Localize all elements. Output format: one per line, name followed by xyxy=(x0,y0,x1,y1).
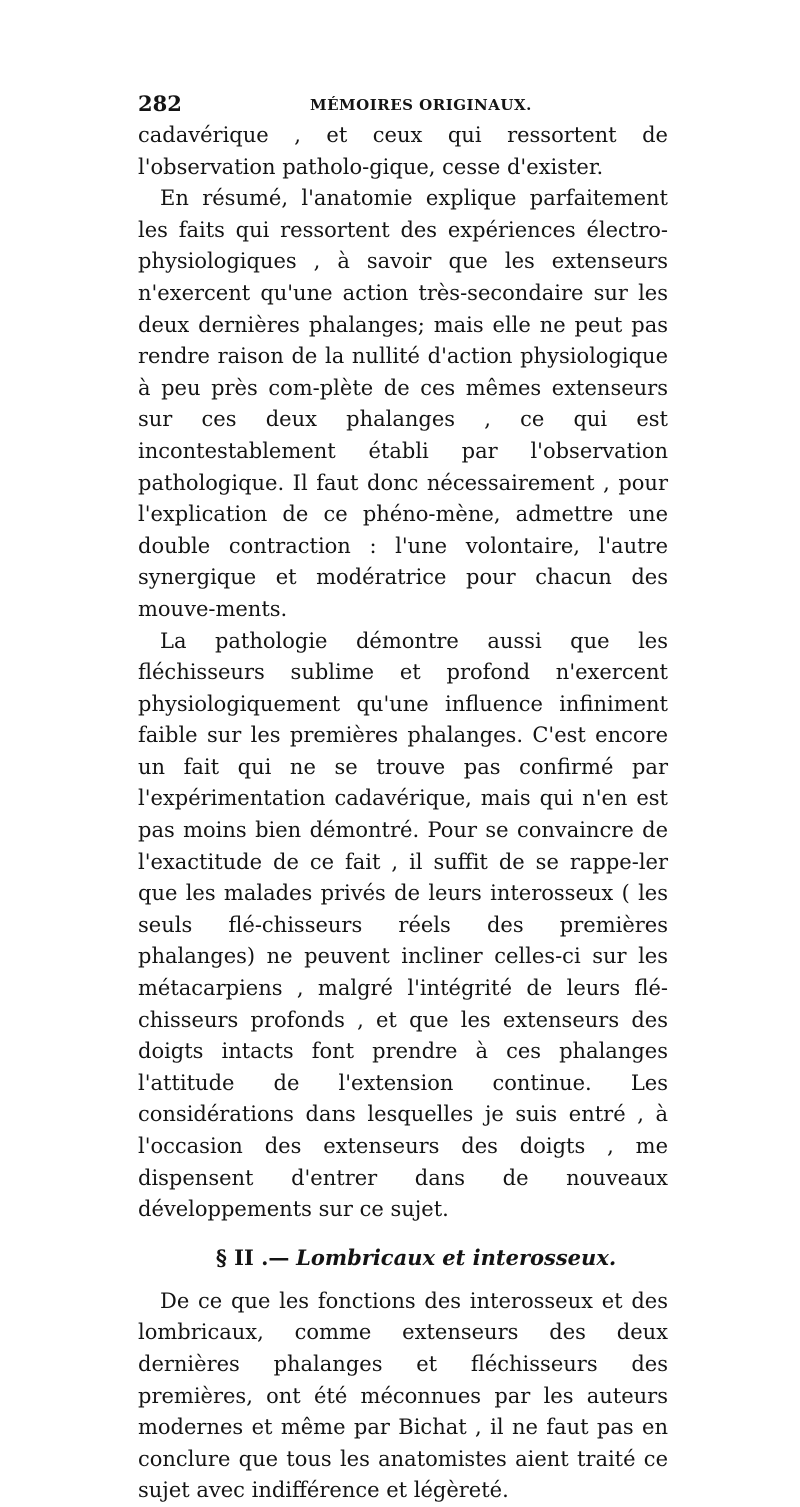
body-text xyxy=(138,120,668,1226)
book-page xyxy=(138,88,668,1507)
section-number: § II .— xyxy=(215,1244,290,1270)
section-title: Lombricaux et interosseux. xyxy=(296,1244,617,1270)
paragraph-lombricaux: De ce que les fonctions des interosseux et des lombricaux, comme extenseurs des deux dernières phalanges et fléchisseurs des premières, ont été méconnues par les auteurs modernes et même par Bichat , il ne faut pas en conclure que tous les anatomistes aient traité ce sujet avec indifférence et légèreté. xyxy=(138,1288,668,1503)
running-head xyxy=(138,88,668,120)
paragraph-la-pathologie: La pathologie démontre aussi que les fléchisseurs sublime et profond n'exercent physiologiquement qu'une influence infiniment faible sur les premières phalanges. C'est encore un fait qui ne se trouve pas confirmé par l'expérimentation cadavérique, mais qui n'en est pas moins bien démontré. Pour se convaincre de l'exactitude de ce fait , il suffit de se rappe-ler que les malades privés de leurs interosseux ( les seuls flé-chisseurs réels des premières phalanges) ne peuvent incliner celles-ci sur les métacarpiens , malgré l'intégrité de leurs flé-chisseurs profonds , et que les extenseurs des doigts intacts font prendre à ces phalanges l'attitude de l'extension continue. Les considérations dans lesquelles je suis entré , à l'occasion des extenseurs des doigts , me dispensent d'entrer dans de nouveaux développements sur ce sujet. xyxy=(138,628,668,1222)
page-number: 282 xyxy=(138,91,182,116)
running-title: MÉMOIRES ORIGINAUX. xyxy=(310,96,532,114)
section-heading xyxy=(138,1242,668,1274)
paragraph-en-resume: En résumé, l'anatomie explique parfaitement les faits qui ressortent des expériences électro-physiologiques , à savoir que les extenseurs n'exercent qu'une action très-secondaire sur les deux dernières phalanges; mais elle ne peut pas rendre raison de la nullité d'action physiologique à peu près com-plète de ces mêmes extenseurs sur ces deux phalanges , ce qui est incontestablement établi par l'observation pathologique. Il faut donc nécessairement , pour l'explication de ce phéno-mène, admettre une double contraction : l'une volontaire, l'autre synergique et modératrice pour chacun des mouve-ments. xyxy=(138,186,668,621)
section-body-text xyxy=(138,1286,668,1507)
paragraph-continued: cadavérique , et ceux qui ressortent de l'observation patholo-gique, cesse d'exister. xyxy=(138,123,668,179)
